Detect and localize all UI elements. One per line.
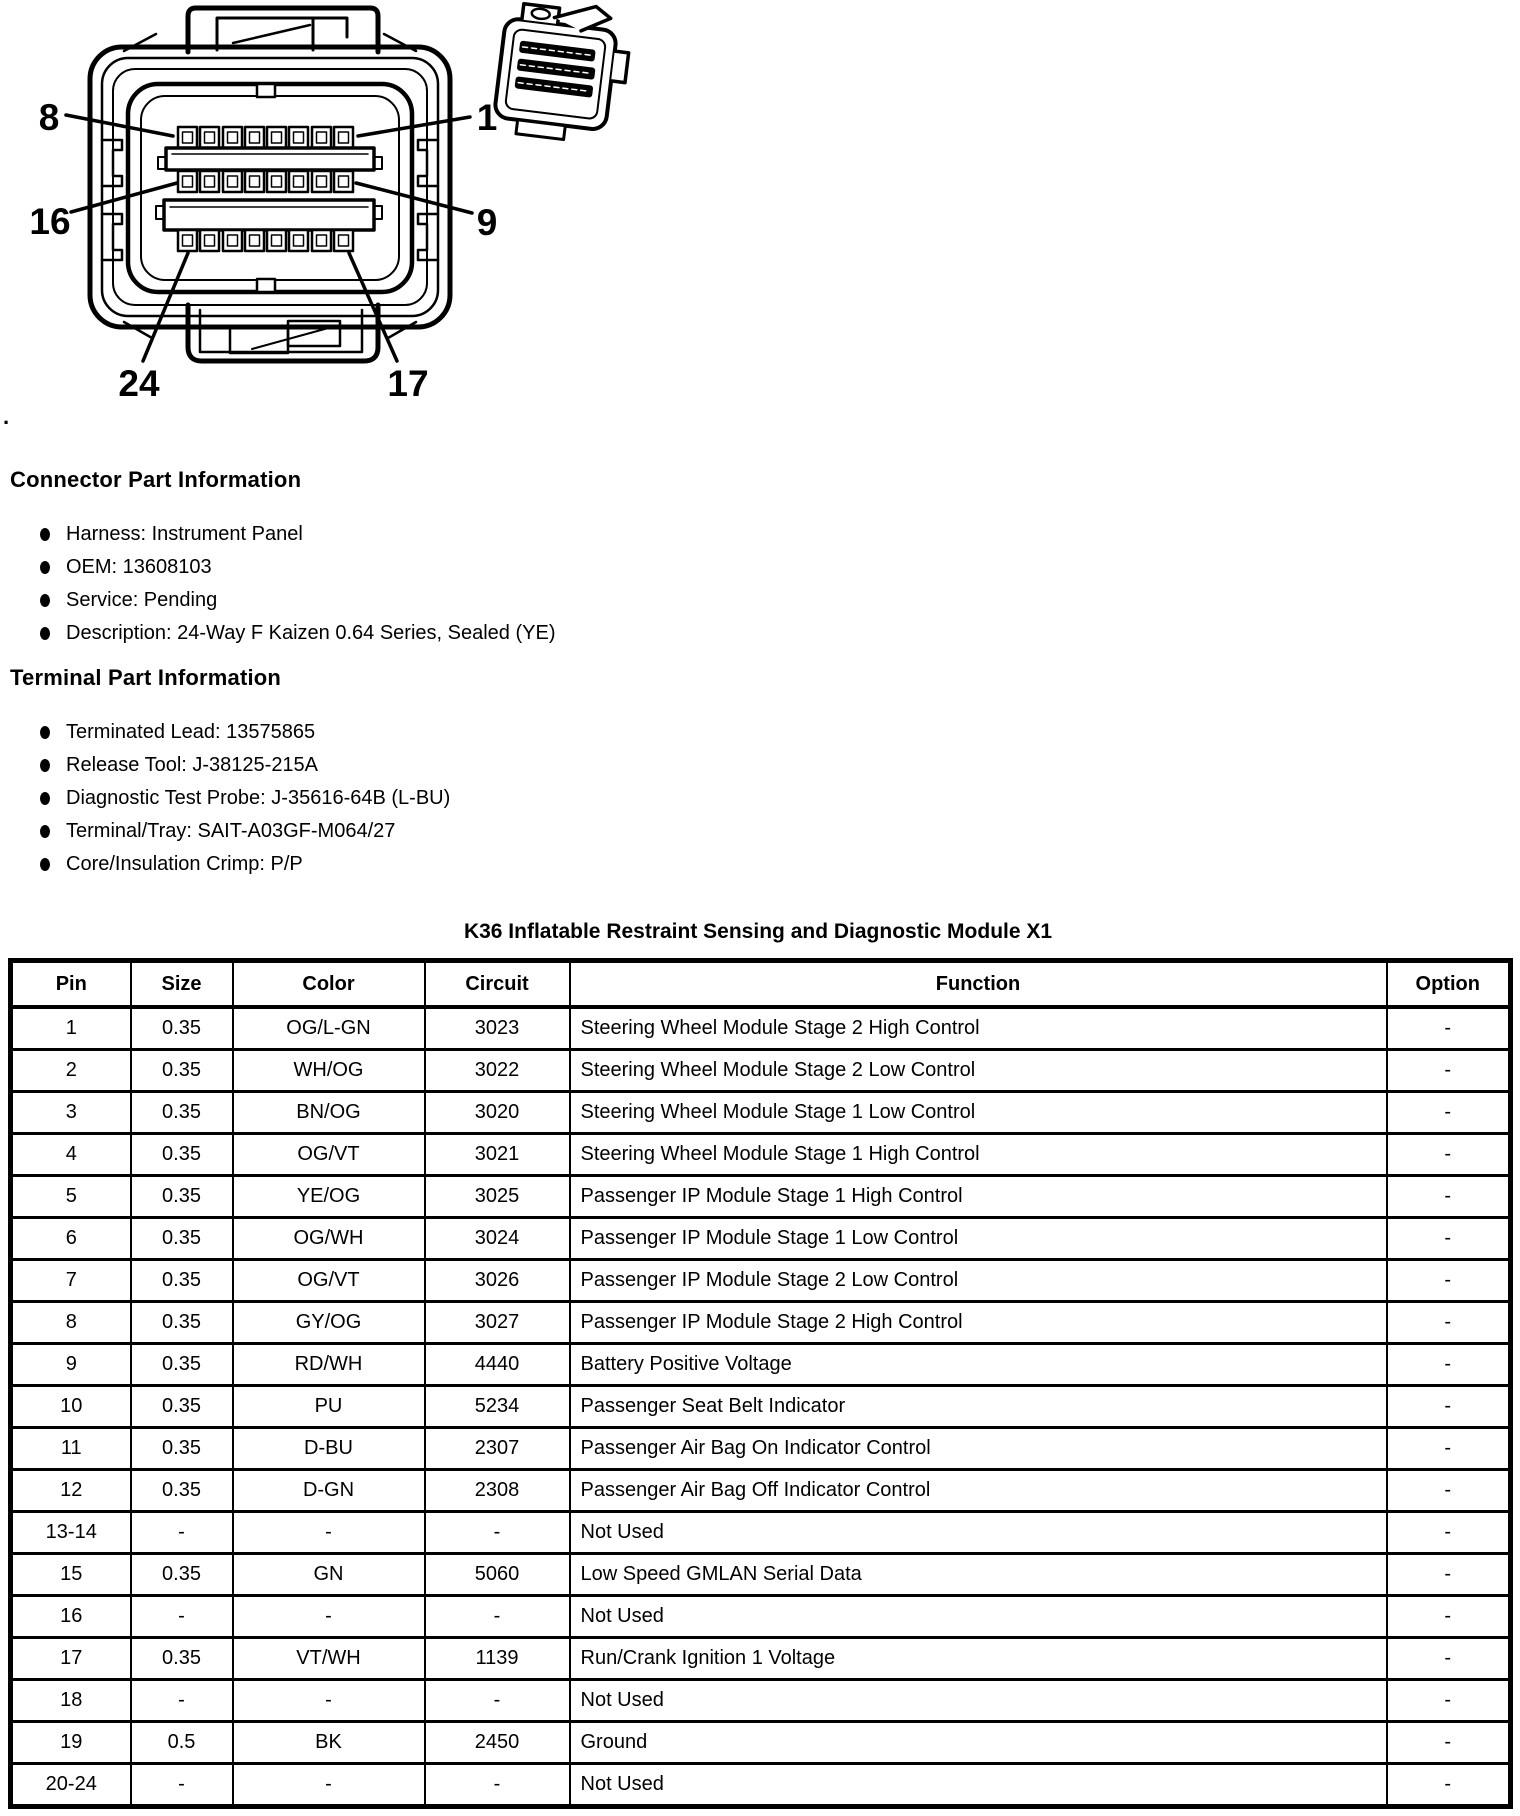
cell-pin: 2 (11, 1050, 131, 1092)
col-header-circuit: Circuit (425, 961, 570, 1008)
connector-figure (0, 0, 660, 400)
pin-label-17: 17 (387, 363, 429, 400)
cell-color: BK (233, 1722, 425, 1764)
cell-function: Low Speed GMLAN Serial Data (570, 1554, 1387, 1596)
cell-pin: 12 (11, 1470, 131, 1512)
pinout-table-row (11, 1470, 1511, 1512)
pinout-table-row (11, 1092, 1511, 1134)
cell-function: Steering Wheel Module Stage 1 High Control (570, 1134, 1387, 1176)
cell-function: Not Used (570, 1512, 1387, 1554)
cell-color: - (233, 1512, 425, 1554)
pin-row-top (158, 127, 382, 170)
cell-option: - (1387, 1722, 1511, 1764)
connector-3d-view (492, 0, 634, 146)
cell-circuit: 3024 (425, 1218, 570, 1260)
cell-size: 0.5 (131, 1722, 233, 1764)
col-header-color: Color (233, 961, 425, 1008)
cell-circuit: 3021 (425, 1134, 570, 1176)
terminal-info-item (40, 721, 1110, 743)
terminal-info-text: Terminated Lead: 13575865 (66, 721, 316, 743)
cell-color: YE/OG (233, 1176, 425, 1218)
pin-row-middle (178, 171, 353, 192)
pinout-table-row (11, 1764, 1511, 1807)
cell-pin: 15 (11, 1554, 131, 1596)
cell-option: - (1387, 1260, 1511, 1302)
connector-info-item (40, 556, 1110, 578)
cell-size: 0.35 (131, 1050, 233, 1092)
cell-color: D-GN (233, 1470, 425, 1512)
col-header-pin: Pin (11, 961, 131, 1008)
cell-color: - (233, 1764, 425, 1807)
cell-pin: 3 (11, 1092, 131, 1134)
cell-size: 0.35 (131, 1554, 233, 1596)
cell-circuit: 5060 (425, 1554, 570, 1596)
cell-circuit: 3026 (425, 1260, 570, 1302)
cell-option: - (1387, 1302, 1511, 1344)
cell-pin: 11 (11, 1428, 131, 1470)
cell-pin: 6 (11, 1218, 131, 1260)
cell-color: OG/L-GN (233, 1007, 425, 1050)
connector-info-text: OEM: 13608103 (66, 556, 212, 578)
cell-function: Passenger IP Module Stage 2 High Control (570, 1302, 1387, 1344)
pin-row-bottom (156, 200, 382, 251)
connector-info-item (40, 523, 1110, 545)
bullet-icon (40, 561, 50, 574)
pinout-table-row (11, 1596, 1511, 1638)
pinout-table-row (11, 1218, 1511, 1260)
pinout-table-row (11, 1302, 1511, 1344)
pin-label-8: 8 (38, 97, 60, 138)
cell-color: D-BU (233, 1428, 425, 1470)
cell-circuit: 3023 (425, 1007, 570, 1050)
pinout-table-row (11, 1050, 1511, 1092)
terminal-info-item (40, 787, 1110, 809)
cell-circuit: 2450 (425, 1722, 570, 1764)
pinout-table-row (11, 1176, 1511, 1218)
cell-circuit: 3022 (425, 1050, 570, 1092)
cell-color: BN/OG (233, 1092, 425, 1134)
cell-option: - (1387, 1176, 1511, 1218)
pinout-table-row (11, 1134, 1511, 1176)
terminal-info-text: Release Tool: J-38125-215A (66, 754, 319, 776)
pinout-table-row (11, 1386, 1511, 1428)
terminal-info-item (40, 853, 1110, 875)
bullet-icon (40, 594, 50, 607)
terminal-info-heading: Terminal Part Information (10, 665, 282, 690)
pin-label-16: 16 (29, 201, 71, 242)
cell-size: - (131, 1512, 233, 1554)
cell-circuit: 2307 (425, 1428, 570, 1470)
cell-circuit: 1139 (425, 1638, 570, 1680)
connector-info-item (40, 589, 1110, 611)
cell-option: - (1387, 1470, 1511, 1512)
connector-info-item (40, 622, 1110, 644)
cell-circuit: 5234 (425, 1386, 570, 1428)
cell-color: - (233, 1596, 425, 1638)
pinout-table-row (11, 1428, 1511, 1470)
cell-color: OG/WH (233, 1218, 425, 1260)
cell-pin: 5 (11, 1176, 131, 1218)
cell-pin: 4 (11, 1134, 131, 1176)
pinout-table-row (11, 1512, 1511, 1554)
cell-option: - (1387, 1596, 1511, 1638)
bullet-icon (40, 528, 50, 541)
cell-option: - (1387, 1344, 1511, 1386)
cell-circuit: - (425, 1512, 570, 1554)
cell-option: - (1387, 1512, 1511, 1554)
stray-dot: . (3, 404, 10, 429)
terminal-info-item (40, 754, 1110, 776)
connector-info-text: Service: Pending (66, 589, 218, 611)
pinout-header-row (11, 961, 1511, 1008)
bullet-icon (40, 858, 50, 871)
cell-size: 0.35 (131, 1638, 233, 1680)
cell-circuit: 3025 (425, 1176, 570, 1218)
col-header-function: Function (570, 961, 1387, 1008)
cell-circuit: - (425, 1680, 570, 1722)
cell-function: Passenger Air Bag On Indicator Control (570, 1428, 1387, 1470)
cell-option: - (1387, 1638, 1511, 1680)
cell-function: Not Used (570, 1596, 1387, 1638)
cell-size: 0.35 (131, 1260, 233, 1302)
cell-pin: 8 (11, 1302, 131, 1344)
cell-color: WH/OG (233, 1050, 425, 1092)
cell-pin: 18 (11, 1680, 131, 1722)
cell-option: - (1387, 1218, 1511, 1260)
cell-pin: 13-14 (11, 1512, 131, 1554)
pinout-table (8, 958, 1513, 1809)
cell-size: 0.35 (131, 1007, 233, 1050)
cell-pin: 9 (11, 1344, 131, 1386)
cell-pin: 16 (11, 1596, 131, 1638)
connector-info-text: Harness: Instrument Panel (66, 523, 303, 545)
bullet-icon (40, 627, 50, 640)
cell-color: VT/WH (233, 1638, 425, 1680)
cell-option: - (1387, 1428, 1511, 1470)
cell-size: 0.35 (131, 1176, 233, 1218)
cell-color: OG/VT (233, 1134, 425, 1176)
cell-circuit: 4440 (425, 1344, 570, 1386)
pin-label-1: 1 (476, 97, 498, 138)
cell-size: - (131, 1764, 233, 1807)
cell-color: GN (233, 1554, 425, 1596)
cell-function: Steering Wheel Module Stage 1 Low Control (570, 1092, 1387, 1134)
cell-color: - (233, 1680, 425, 1722)
cell-function: Battery Positive Voltage (570, 1344, 1387, 1386)
cell-function: Not Used (570, 1764, 1387, 1807)
cell-option: - (1387, 1680, 1511, 1722)
pinout-table-row (11, 1344, 1511, 1386)
pinout-table-row (11, 1722, 1511, 1764)
connector-info-text: Description: 24-Way F Kaizen 0.64 Series, Sealed (YE) (66, 622, 556, 644)
cell-function: Passenger Air Bag Off Indicator Control (570, 1470, 1387, 1512)
cell-circuit: 3027 (425, 1302, 570, 1344)
cell-function: Passenger IP Module Stage 1 Low Control (570, 1218, 1387, 1260)
cell-circuit: - (425, 1764, 570, 1807)
pinout-table-row (11, 1554, 1511, 1596)
cell-circuit: - (425, 1596, 570, 1638)
cell-function: Steering Wheel Module Stage 2 High Control (570, 1007, 1387, 1050)
bullet-icon (40, 825, 50, 838)
bullet-icon (40, 792, 50, 805)
terminal-info-list (10, 721, 1110, 875)
cell-function: Passenger Seat Belt Indicator (570, 1386, 1387, 1428)
cell-function: Not Used (570, 1680, 1387, 1722)
cell-pin: 10 (11, 1386, 131, 1428)
pinout-table-row (11, 1007, 1511, 1050)
cell-pin: 20-24 (11, 1764, 131, 1807)
pin-label-9: 9 (476, 202, 498, 243)
cell-option: - (1387, 1092, 1511, 1134)
bottom-tab (188, 305, 378, 361)
cell-circuit: 2308 (425, 1470, 570, 1512)
cell-size: 0.35 (131, 1470, 233, 1512)
cell-function: Passenger IP Module Stage 2 Low Control (570, 1260, 1387, 1302)
cell-pin: 17 (11, 1638, 131, 1680)
cell-size: 0.35 (131, 1302, 233, 1344)
cell-function: Run/Crank Ignition 1 Voltage (570, 1638, 1387, 1680)
cell-pin: 19 (11, 1722, 131, 1764)
pinout-table-row (11, 1680, 1511, 1722)
cell-option: - (1387, 1050, 1511, 1092)
face-view (66, 0, 634, 361)
cell-circuit: 3020 (425, 1092, 570, 1134)
cell-color: RD/WH (233, 1344, 425, 1386)
terminal-info-item (40, 820, 1110, 842)
cell-option: - (1387, 1386, 1511, 1428)
connector-info-heading: Connector Part Information (10, 467, 302, 492)
part-information-section (10, 466, 1110, 895)
cell-option: - (1387, 1007, 1511, 1050)
cell-function: Ground (570, 1722, 1387, 1764)
cell-pin: 1 (11, 1007, 131, 1050)
cell-option: - (1387, 1764, 1511, 1807)
cell-size: 0.35 (131, 1344, 233, 1386)
col-header-size: Size (131, 961, 233, 1008)
pinout-table-title: K36 Inflatable Restraint Sensing and Diagnostic Module X1 (463, 920, 1053, 943)
cell-pin: 7 (11, 1260, 131, 1302)
cell-option: - (1387, 1134, 1511, 1176)
cell-function: Passenger IP Module Stage 1 High Control (570, 1176, 1387, 1218)
cell-color: GY/OG (233, 1302, 425, 1344)
col-header-option: Option (1387, 961, 1511, 1008)
cell-size: 0.35 (131, 1428, 233, 1470)
cell-size: 0.35 (131, 1386, 233, 1428)
bullet-icon (40, 726, 50, 739)
bullet-icon (40, 759, 50, 772)
terminal-info-text: Core/Insulation Crimp: P/P (66, 853, 303, 875)
cell-color: PU (233, 1386, 425, 1428)
cell-size: - (131, 1680, 233, 1722)
connector-face-diagram (0, 0, 660, 400)
cell-option: - (1387, 1554, 1511, 1596)
cell-color: OG/VT (233, 1260, 425, 1302)
cell-size: - (131, 1596, 233, 1638)
pin-label-24: 24 (118, 363, 160, 400)
connector-info-list (10, 523, 1110, 644)
terminal-info-text: Terminal/Tray: SAIT-A03GF-M064/27 (66, 820, 396, 842)
pinout-table-row (11, 1638, 1511, 1680)
cell-size: 0.35 (131, 1134, 233, 1176)
cell-size: 0.35 (131, 1092, 233, 1134)
terminal-info-text: Diagnostic Test Probe: J-35616-64B (L-BU) (66, 787, 451, 809)
cell-function: Steering Wheel Module Stage 2 Low Control (570, 1050, 1387, 1092)
cell-size: 0.35 (131, 1218, 233, 1260)
pinout-table-row (11, 1260, 1511, 1302)
